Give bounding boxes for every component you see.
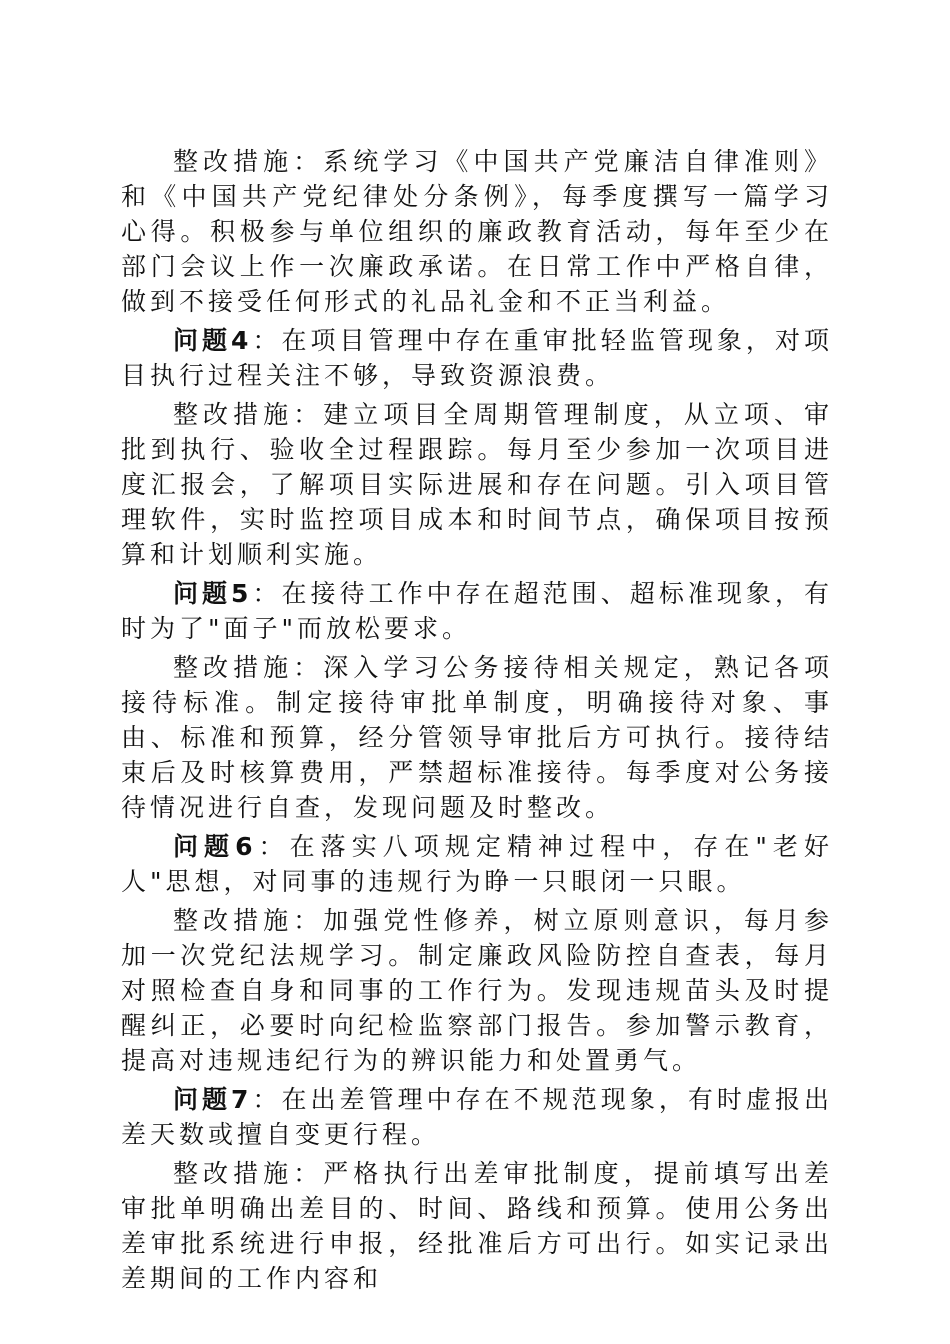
measure-3-text: 整改措施：系统学习《中国共产党廉洁自律准则》和《中国共产党纪律处分条例》，每季度撰写一篇学习心得。积极参与单位组织的廉政教育活动，每年至少在部门会议上作一次廉政承诺。在日常工作中严格自律，做到不接受任何形式的礼品礼金和不正当利益。 (121, 147, 833, 316)
issue-4-label: 问题4 (173, 326, 253, 355)
issue-4-text: ：在项目管理中存在重审批轻监管现象，对项目执行过程关注不够，导致资源浪费。 (121, 326, 833, 390)
issue-paragraph-7 (121, 1082, 833, 1152)
issue-7-label: 问题7 (173, 1085, 253, 1114)
measure-paragraph-5 (121, 650, 833, 825)
measure-4-text: 整改措施：建立项目全周期管理制度，从立项、审批到执行、验收全过程跟踪。每月至少参加一次项目进度汇报会，了解项目实际进展和存在问题。引入项目管理软件，实时监控项目成本和时间节点，确保项目按预算和计划顺利实施。 (121, 400, 833, 569)
issue-paragraph-4 (121, 323, 833, 393)
document-body (121, 144, 833, 1300)
measure-paragraph-4 (121, 397, 833, 572)
issue-paragraph-5 (121, 576, 833, 646)
measure-paragraph-6 (121, 903, 833, 1078)
measure-7-text: 整改措施：严格执行出差审批制度，提前填写出差审批单明确出差目的、时间、路线和预算。使用公务出差审批系统进行申报，经批准后方可出行。如实记录出差期间的工作内容和 (121, 1159, 833, 1293)
measure-paragraph-3 (121, 144, 833, 319)
issue-5-text: ：在接待工作中存在超范围、超标准现象，有时为了"面子"而放松要求。 (121, 579, 833, 643)
issue-paragraph-6 (121, 829, 833, 899)
measure-5-text: 整改措施：深入学习公务接待相关规定，熟记各项接待标准。制定接待审批单制度，明确接待对象、事由、标准和预算，经分管领导审批后方可执行。接待结束后及时核算费用，严禁超标准接待。每季度对公务接待情况进行自查，发现问题及时整改。 (121, 653, 833, 822)
measure-6-text: 整改措施：加强党性修养，树立原则意识，每月参加一次党纪法规学习。制定廉政风险防控自查表，每月对照检查自身和同事的工作行为。发现违规苗头及时提醒纠正，必要时向纪检监察部门报告。参加警示教育，提高对违规违纪行为的辨识能力和处置勇气。 (121, 906, 833, 1075)
issue-6-text: ：在落实八项规定精神过程中，存在"老好人"思想，对同事的违规行为睁一只眼闭一只眼。 (121, 832, 833, 896)
measure-paragraph-7 (121, 1156, 833, 1296)
issue-7-text: ：在出差管理中存在不规范现象，有时虚报出差天数或擅自变更行程。 (121, 1085, 833, 1149)
issue-6-label: 问题6 (173, 832, 257, 861)
issue-5-label: 问题5 (173, 579, 253, 608)
